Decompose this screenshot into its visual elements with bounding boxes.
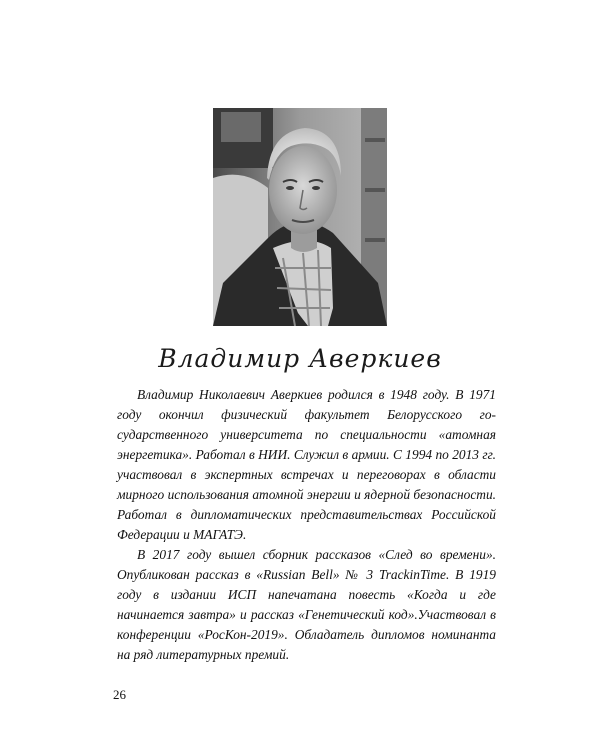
page-number: 26 <box>113 687 126 702</box>
bio-paragraph: Владимир Николаевич Аверкиев родился в 1948 году. В 1971 году окончил физический факультет Белорусского государственного университета по специальности «атомная энергетика». Работал в НИИ. Служил в армии. С 1994 по 2013 гг. участвовал в экспертных встречах и переговорах в области мирного использования атомной энергии и ядерной безопасности. Работал в дипломатических представительствах Российской Федерации и МАГАТЭ. <box>117 387 496 542</box>
author-name-heading: Владимир Аверкиев <box>158 344 442 373</box>
portrait-illustration <box>213 108 387 326</box>
author-portrait-photo <box>213 108 387 326</box>
author-biography <box>117 385 496 665</box>
bio-paragraph: В 2017 году вышел сборник рассказов «След во времени». Опубликован рассказ в «Russian Bell» № 3 TrackinTime. В 1919 году в издании ИСП напечатана повесть «Когда и где начинается завтра» и рассказ «Генетический код».Участвовал в конференции «РосКон-2019». Обладатель дипломов номинанта на ряд литературных премий. <box>117 547 496 662</box>
